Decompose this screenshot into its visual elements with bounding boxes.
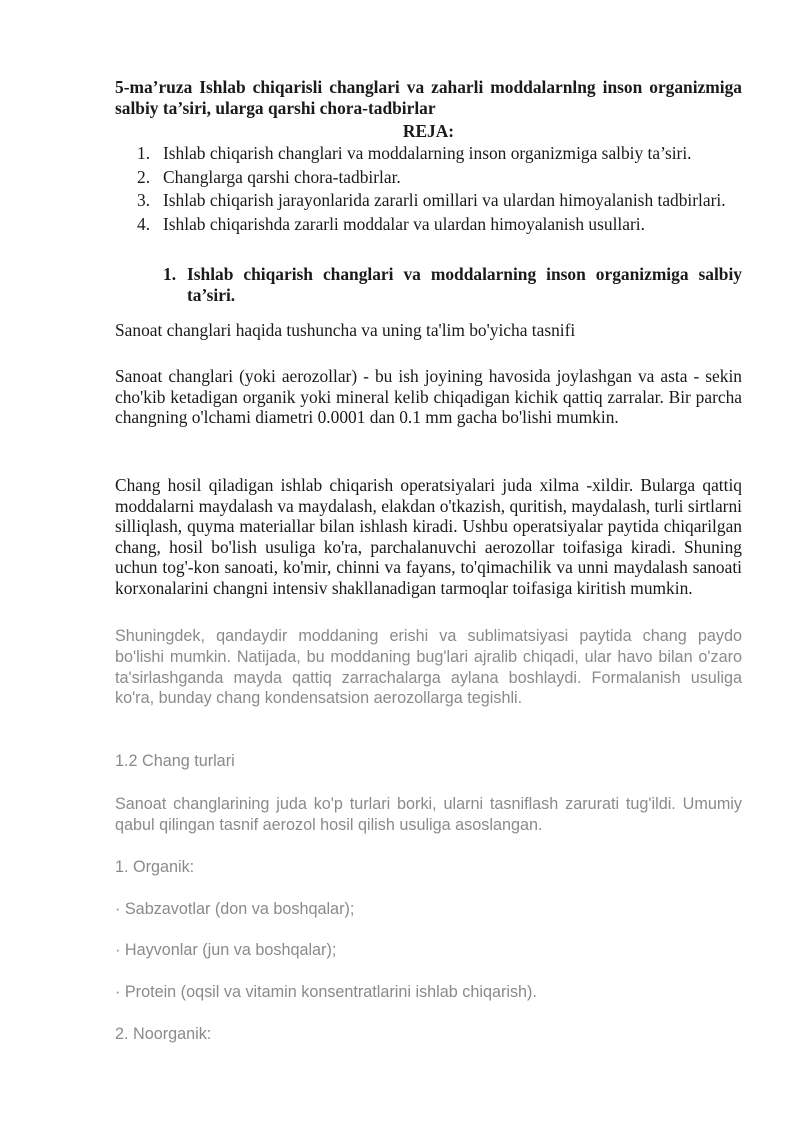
plan-heading: REJA:: [402, 121, 455, 141]
plan-item-text: Ishlab chiqarishda zararli moddalar va ulardan himoyalanish usullari.: [163, 213, 645, 234]
list-item: · Protein (oqsil va vitamin konsentratlarini ishlab chiqarish).: [115, 983, 537, 1001]
section-heading: [115, 264, 742, 305]
plan-item-text: Changlarga qarshi chora-tadbirlar.: [163, 166, 401, 187]
plan-item: [115, 167, 742, 188]
paragraph-condensation: Shuningdek, qandaydir moddaning erishi va sublimatsiyasi paytida chang paydo bo'lishi mumkin. Natijada, bu moddaning bug'lari ajralib chiqadi, ular havo bilan o'zaro ta'sirlashganda mayda qattiq zarrachalarga aylana boshlaydi. Formalanish usuliga ko'ra, bunday chang kondensatsion aerozollarga tegishli.: [115, 627, 742, 708]
plan-item: [115, 143, 742, 164]
section-number: 1.: [163, 264, 177, 284]
paragraph-topic: Sanoat changlari haqida tushuncha va uning ta'lim bo'yicha tasnifi: [115, 320, 576, 340]
plan-item-number: 2.: [137, 166, 151, 187]
plan-list: [115, 143, 742, 237]
paragraph-operations: Chang hosil qiladigan ishlab chiqarish operatsiyalari juda xilma -xildir. Bularga qattiq moddalarni maydalash va maydalash, elakdan o'tkazish, quritish, maydalash, turli sirtlarni silliqlash, quyma materiallar bilan ishlash kiradi. Ushbu operatsiyalar paytida chiqarilgan chang, hosil bo'lish usuliga ko'ra, parchalanuvchi aerozollar toifasiga kiradi. Shuning uchun tog'-kon sanoati, ko'mir, chinni va fayans, to'qimachilik va unni maydalash sanoati korxonalarini changni intensiv shakllanadigan tarmoqlar toifasiga kiritish mumkin.: [115, 475, 742, 598]
plan-item-number: 4.: [137, 213, 151, 234]
plan-item: [115, 190, 742, 211]
plan-item: [115, 214, 742, 235]
section-heading-text: Ishlab chiqarish changlari va moddalarning inson organizmiga salbiy ta’siri.: [187, 264, 742, 305]
paragraph-definition: Sanoat changlari (yoki aerozollar) - bu ish joyining havosida joylashgan va asta - sekin cho'kib ketadigan organik yoki mineral kelib chiqadigan kichik qattiq zarralar. Bir parcha changning o'lchami diametri 0.0001 dan 0.1 mm gacha bo'lishi mumkin.: [115, 366, 742, 428]
list-item: · Hayvonlar (jun va boshqalar);: [115, 941, 337, 959]
plan-item-text: Ishlab chiqarish changlari va moddalarning inson organizmiga salbiy ta’siri.: [163, 143, 692, 163]
paragraph-classification: Sanoat changlarining juda ko'p turlari borki, ularni tasniflash zarurati tug'ildi. Umumiy qabul qilingan tasnif aerozol hosil qilish usuliga asoslangan.: [115, 795, 742, 834]
list-heading-inorganic: 2. Noorganik:: [115, 1025, 212, 1043]
plan-item-text: Ishlab chiqarish jarayonlarida zararli omillari va ulardan himoyalanish tadbirlari.: [163, 190, 726, 211]
list-item: · Sabzavotlar (don va boshqalar);: [115, 900, 355, 918]
lecture-title: 5-ma’ruza Ishlab chiqarisli changlari va zaharli moddalarnlng inson organizmiga salbiy ta’siri, ularga qarshi chora-tadbirlar: [115, 77, 742, 118]
list-heading-organic: 1. Organik:: [115, 858, 195, 876]
plan-item-number: 1.: [137, 143, 151, 163]
plan-item-number: 3.: [137, 190, 151, 211]
subheading-dust-types: 1.2 Chang turlari: [115, 752, 235, 770]
